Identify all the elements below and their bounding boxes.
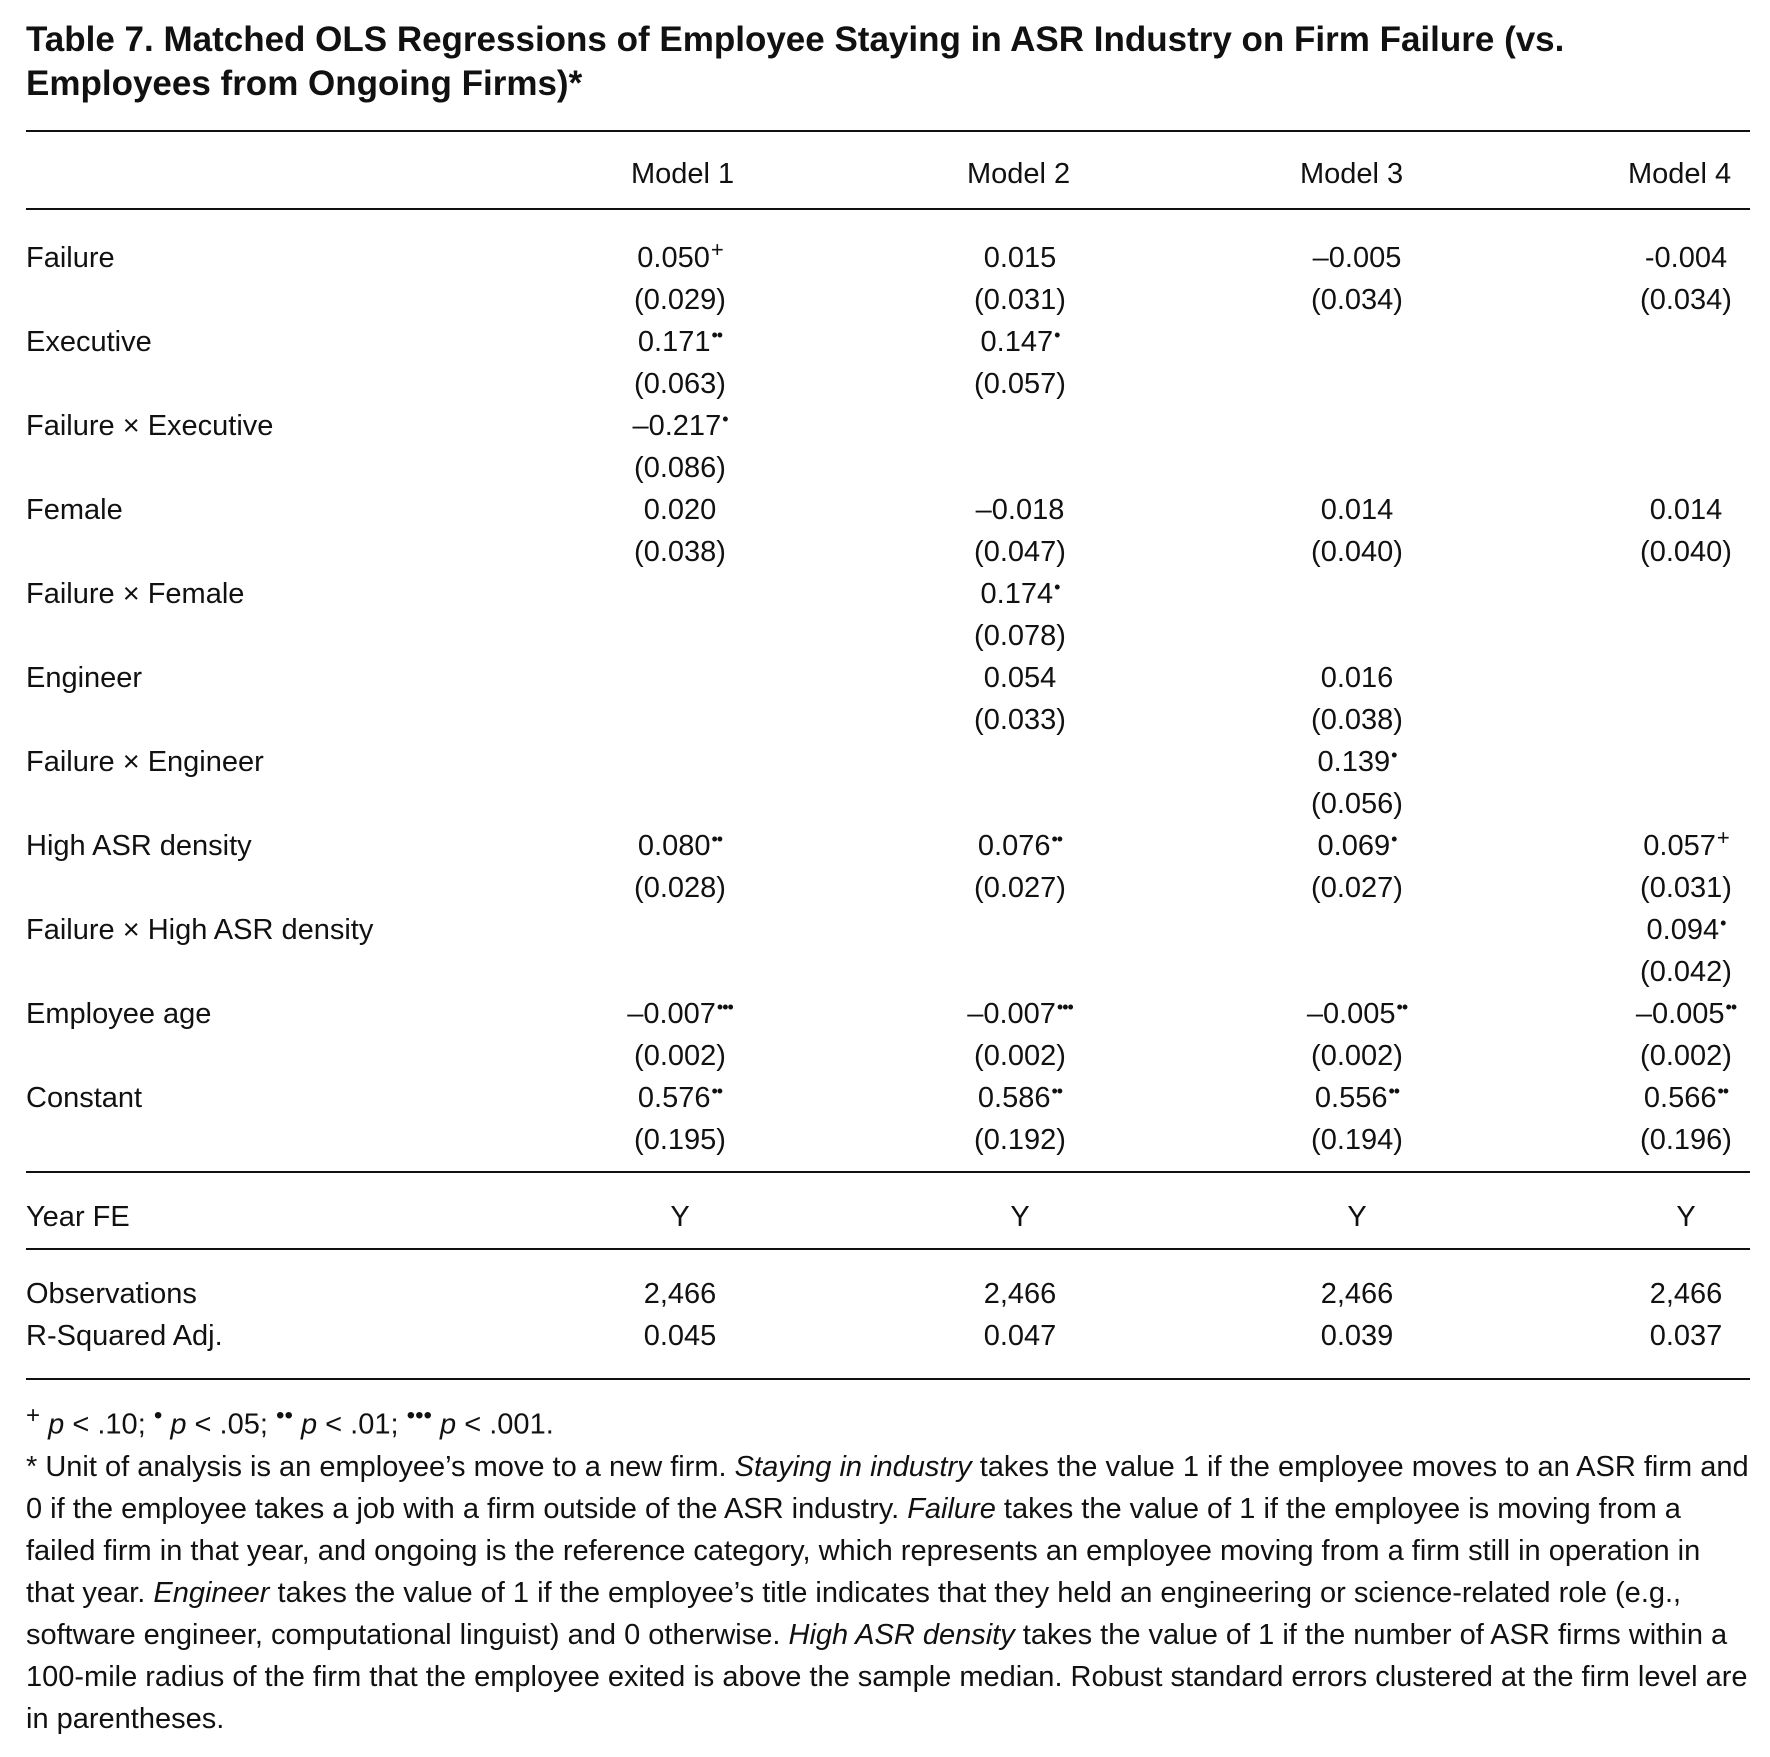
coefficient-value: –0.005 [1306, 998, 1396, 1030]
coefficient-value: 0.094 [1646, 914, 1720, 946]
standard-error-cell: (0.078) [974, 620, 1066, 652]
stat-label: R-Squared Adj. [26, 1320, 223, 1352]
standard-error-cell: (0.086) [634, 452, 726, 484]
row-label: High ASR density [26, 830, 252, 862]
significance-marker: • [1054, 325, 1060, 345]
standard-error-cell: (0.031) [1640, 872, 1732, 904]
coefficient-value: –0.007 [627, 998, 716, 1030]
coefficient-value: 0.014 [1649, 494, 1723, 526]
standard-error-cell: (0.034) [1640, 284, 1732, 316]
standard-error-cell: (0.042) [1640, 956, 1732, 988]
stat-value: 2,466 [983, 1278, 1057, 1310]
coefficient-value: 0.015 [983, 242, 1057, 274]
coefficient-cell [981, 576, 1060, 615]
coefficient-cell [1315, 1080, 1399, 1119]
coefficient-cell [978, 828, 1062, 867]
stat-value: 0.045 [643, 1320, 717, 1352]
coefficient-cell [644, 492, 717, 528]
significance-marker: • [1391, 745, 1397, 765]
standard-error-cell: (0.057) [974, 368, 1066, 400]
coefficient-cell [1650, 492, 1723, 528]
row-label: Failure × Engineer [26, 746, 264, 778]
coefficient-value: 0.076 [977, 830, 1051, 862]
coefficient-cell [1307, 996, 1407, 1035]
header-model-1: Model 1 [631, 158, 735, 190]
coefficient-value: 0.054 [983, 662, 1057, 694]
stat-value: 0.039 [1320, 1320, 1394, 1352]
standard-error-cell: (0.002) [1640, 1040, 1732, 1072]
standard-error-cell: (0.038) [1311, 704, 1403, 736]
coefficient-value: –0.005 [1635, 998, 1725, 1030]
standard-error-cell: (0.196) [1640, 1124, 1732, 1156]
header-rule [26, 208, 1750, 210]
coefficient-value: -0.004 [1644, 242, 1728, 274]
header-model-2: Model 2 [967, 158, 1071, 190]
year-fe-value: Y [670, 1201, 690, 1233]
significance-marker: • [1391, 829, 1397, 849]
top-rule [26, 130, 1750, 132]
significance-marker: •• [1388, 1081, 1400, 1101]
fe-rule [26, 1248, 1750, 1250]
standard-error-cell: (0.002) [634, 1040, 726, 1072]
header-model-3: Model 3 [1300, 158, 1404, 190]
significance-marker: • [722, 409, 728, 429]
row-label: Constant [26, 1082, 143, 1114]
standard-error-cell: (0.031) [974, 284, 1066, 316]
row-label: Failure × Executive [26, 410, 274, 442]
standard-error-cell: (0.033) [974, 704, 1066, 736]
coefficient-cell [1647, 912, 1726, 951]
year-fe-value: Y [1010, 1201, 1030, 1233]
standard-error-cell: (0.028) [634, 872, 726, 904]
significance-marker: + [1716, 825, 1729, 850]
coefficient-value: 0.566 [1643, 1082, 1717, 1114]
stats-bottom-rule [26, 1378, 1750, 1380]
coefficient-value: 0.147 [980, 326, 1054, 358]
coefficient-value: 0.586 [977, 1082, 1051, 1114]
standard-error-cell: (0.047) [974, 536, 1066, 568]
coefficient-cell [638, 324, 722, 363]
coefficient-value: 0.020 [643, 494, 717, 526]
coefficient-value: 0.139 [1317, 746, 1391, 778]
coefficient-value: 0.016 [1320, 662, 1394, 694]
stat-value: 2,466 [1649, 1278, 1723, 1310]
standard-error-cell: (0.040) [1311, 536, 1403, 568]
coefficient-cell [638, 1080, 722, 1119]
coefficient-value: –0.005 [1312, 242, 1402, 274]
stat-value: 2,466 [1320, 1278, 1394, 1310]
significance-marker: •• [711, 829, 723, 849]
coefficient-cell [638, 828, 722, 867]
significance-marker: ••• [1056, 997, 1073, 1017]
standard-error-cell: (0.194) [1311, 1124, 1403, 1156]
coefficient-value: 0.050 [637, 242, 710, 274]
coefficient-cell [976, 492, 1065, 528]
significance-marker: •• [1725, 997, 1737, 1017]
coefficient-cell [632, 408, 727, 447]
year-fe-value: Y [1676, 1201, 1696, 1233]
row-label: Failure [26, 242, 115, 274]
coefficient-cell [1321, 492, 1394, 528]
row-label: Executive [26, 326, 152, 358]
coefficient-cell [978, 1080, 1062, 1119]
standard-error-cell: (0.027) [1311, 872, 1403, 904]
coefficient-cell [1643, 825, 1729, 866]
coefficient-cell [981, 324, 1060, 363]
standard-error-cell: (0.063) [634, 368, 726, 400]
significance-marker: •• [1051, 829, 1063, 849]
standard-error-cell: (0.034) [1311, 284, 1403, 316]
coefficient-cell [1636, 996, 1736, 1035]
standard-error-cell: (0.029) [634, 284, 726, 316]
coefficient-value: –0.007 [967, 998, 1056, 1030]
coefficient-cell [627, 996, 733, 1035]
significance-marker: ••• [716, 997, 733, 1017]
significance-marker: •• [711, 325, 723, 345]
standard-error-cell: (0.038) [634, 536, 726, 568]
standard-error-cell: (0.027) [974, 872, 1066, 904]
coefficient-cell [1318, 828, 1397, 867]
coefficient-value: 0.576 [637, 1082, 711, 1114]
significance-marker: •• [1717, 1081, 1729, 1101]
stat-value: 2,466 [643, 1278, 717, 1310]
significance-legend: + p < .10; • p < .05; •• p < .01; ••• p < .001. [26, 1402, 554, 1441]
significance-marker: •• [711, 1081, 723, 1101]
table-notes [26, 1395, 1756, 1740]
stat-value: 0.037 [1649, 1320, 1723, 1352]
stat-value: 0.047 [983, 1320, 1057, 1352]
standard-error-cell: (0.040) [1640, 536, 1732, 568]
coefficient-value: 0.171 [637, 326, 711, 358]
row-label: Employee age [26, 998, 212, 1030]
coefficient-value: 0.057 [1643, 830, 1716, 862]
body-bottom-rule [26, 1171, 1750, 1173]
coefficient-value: 0.174 [980, 578, 1054, 610]
coefficient-value: 0.556 [1314, 1082, 1388, 1114]
row-label: Female [26, 494, 123, 526]
coefficient-value: 0.069 [1317, 830, 1391, 862]
coefficient-cell [1318, 744, 1397, 783]
definitions-note: * Unit of analysis is an employee’s move to a new firm. Staying in industry takes the value 1 if the employee moves to an ASR firm and 0 if the employee takes a job with a firm outside of the ASR industry. Failure takes the value of 1 if the employee is moving from a failed firm in that year, and ongoing is the reference category, which represents an employee moving from a firm still in operation in that year. Engineer takes the value of 1 if the employee’s title indicates that they held an engineering or science-related role (e.g., software engineer, computational linguist) and 0 otherwise. High ASR density takes the value of 1 if the number of ASR firms within a 100-mile radius of the firm that the employee exited is above the sample median. Robust standard errors clustered at the firm level are in parentheses. [26, 1450, 1749, 1735]
standard-error-cell: (0.002) [1311, 1040, 1403, 1072]
coefficient-cell [984, 660, 1057, 696]
row-label: Failure × Female [26, 578, 245, 610]
header-model-4: Model 4 [1628, 158, 1732, 190]
significance-marker: + [710, 237, 723, 262]
coefficient-cell [984, 240, 1057, 276]
year-fe-label: Year FE [26, 1201, 130, 1233]
year-fe-value: Y [1347, 1201, 1367, 1233]
coefficient-cell [1645, 240, 1727, 276]
standard-error-cell: (0.192) [974, 1124, 1066, 1156]
row-label: Failure × High ASR density [26, 914, 374, 946]
significance-marker: • [1054, 577, 1060, 597]
significance-marker: •• [1051, 1081, 1063, 1101]
coefficient-cell [967, 996, 1073, 1035]
row-label: Engineer [26, 662, 143, 694]
table-title: Table 7. Matched OLS Regressions of Employee Staying in ASR Industry on Firm Failure (vs. Employees from Ongoing Firms)* [26, 20, 1565, 103]
coefficient-cell [1644, 1080, 1728, 1119]
coefficient-cell [637, 237, 723, 278]
standard-error-cell: (0.056) [1311, 788, 1403, 820]
coefficient-value: –0.018 [975, 494, 1065, 526]
standard-error-cell: (0.195) [634, 1124, 726, 1156]
coefficient-value: 0.014 [1320, 494, 1394, 526]
coefficient-value: –0.217 [632, 410, 722, 442]
significance-marker: •• [1396, 997, 1408, 1017]
standard-error-cell: (0.002) [974, 1040, 1066, 1072]
stat-label: Observations [26, 1278, 197, 1310]
coefficient-cell [1321, 660, 1394, 696]
coefficient-cell [1313, 240, 1402, 276]
significance-marker: • [1720, 913, 1726, 933]
coefficient-value: 0.080 [637, 830, 711, 862]
